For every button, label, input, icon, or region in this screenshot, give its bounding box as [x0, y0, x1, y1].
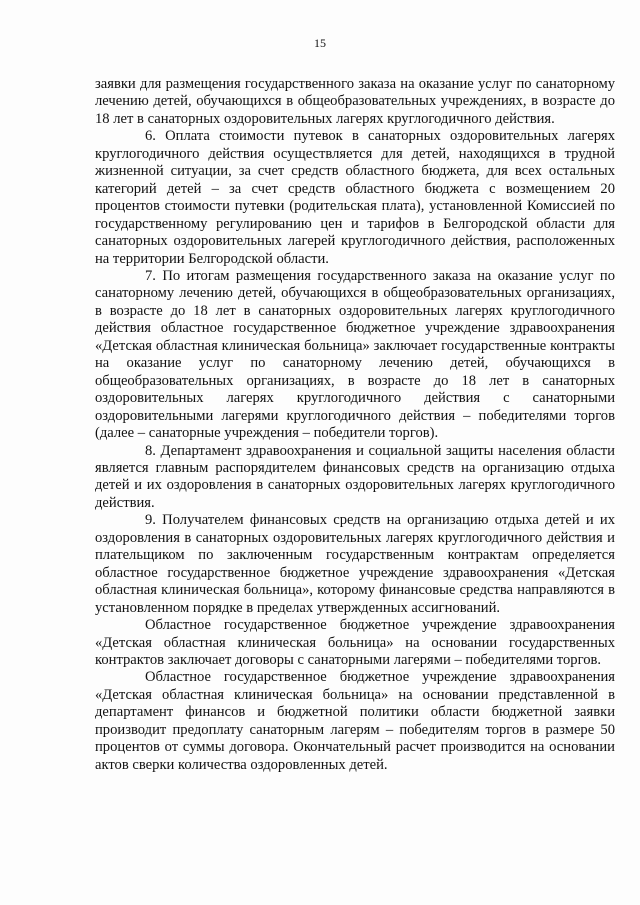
paragraph-prepayment: Областное государственное бюджетное учреждение здравоохранения «Детская областная клиническая больница» на основании представленной в департамент финансов и бюджетной политики области бюджетной заявки производит предоплату санаторным лагерям – победителям торгов в размере 50 процентов от суммы договора. Окончательный расчет производится на основании актов сверки количества оздоровленных детей. — [95, 669, 615, 773]
paragraph-item-9: 9. Получателем финансовых средств на организацию отдыха детей и их оздоровления в санаторных оздоровительных лагерях круглогодичного действия и плательщиком по заключенным государственным контрактам определяется областное государственное бюджетное учреждение здравоохранения «Детская областная клиническая больница», которому финансовые средства направляются в установленном порядке в пределах утвержденных ассигнований. — [95, 512, 615, 616]
paragraph-contracts: Областное государственное бюджетное учреждение здравоохранения «Детская областная клиническая больница» на основании государственных контрактов заключает договоры с санаторными лагерями – победителями торгов. — [95, 617, 615, 668]
paragraph-continuation: заявки для размещения государственного заказа на оказание услуг по санаторному лечению детей, обучающихся в общеобразовательных учреждениях, в возрасте до 18 лет в санаторных оздоровительных лагерях круглогодичного действия. — [95, 76, 615, 127]
paragraph-item-8: 8. Департамент здравоохранения и социальной защиты населения области является главным распорядителем финансовых средств на организацию отдыха детей и их оздоровления в санаторных оздоровительных лагерях круглогодичного действия. — [95, 442, 615, 511]
document-body — [95, 76, 615, 774]
paragraph-item-6: 6. Оплата стоимости путевок в санаторных оздоровительных лагерях круглогодичного действия осуществляется для детей, находящихся в трудной жизненной ситуации, за счет средств областного бюджета, для всех остальных категорий детей – за счет средств областного бюджета с возмещением 20 процентов стоимости путевки (родительская плата), установленной Комиссией по государственному регулированию цен и тарифов в Белгородской области для санаторных оздоровительных лагерей круглогодичного действия, расположенных на территории Белгородской области. — [95, 128, 615, 267]
page-number: 15 — [314, 36, 326, 50]
paragraph-item-7: 7. По итогам размещения государственного заказа на оказание услуг по санаторному лечению детей, обучающихся в общеобразовательных организациях, в возрасте до 18 лет в санаторных оздоровительных лагерях круглогодичного действия областное государственное бюджетное учреждение здравоохранения «Детская областная клиническая больница» заключает государственные контракты на оказание услуг по санаторному лечению детей, обучающихся в общеобразовательных организациях, в возрасте до 18 лет в санаторных оздоровительных лагерях круглогодичного действия с санаторными оздоровительными лагерями круглогодичного действия – победителями торгов (далее – санаторные учреждения – победители торгов). — [95, 267, 615, 442]
